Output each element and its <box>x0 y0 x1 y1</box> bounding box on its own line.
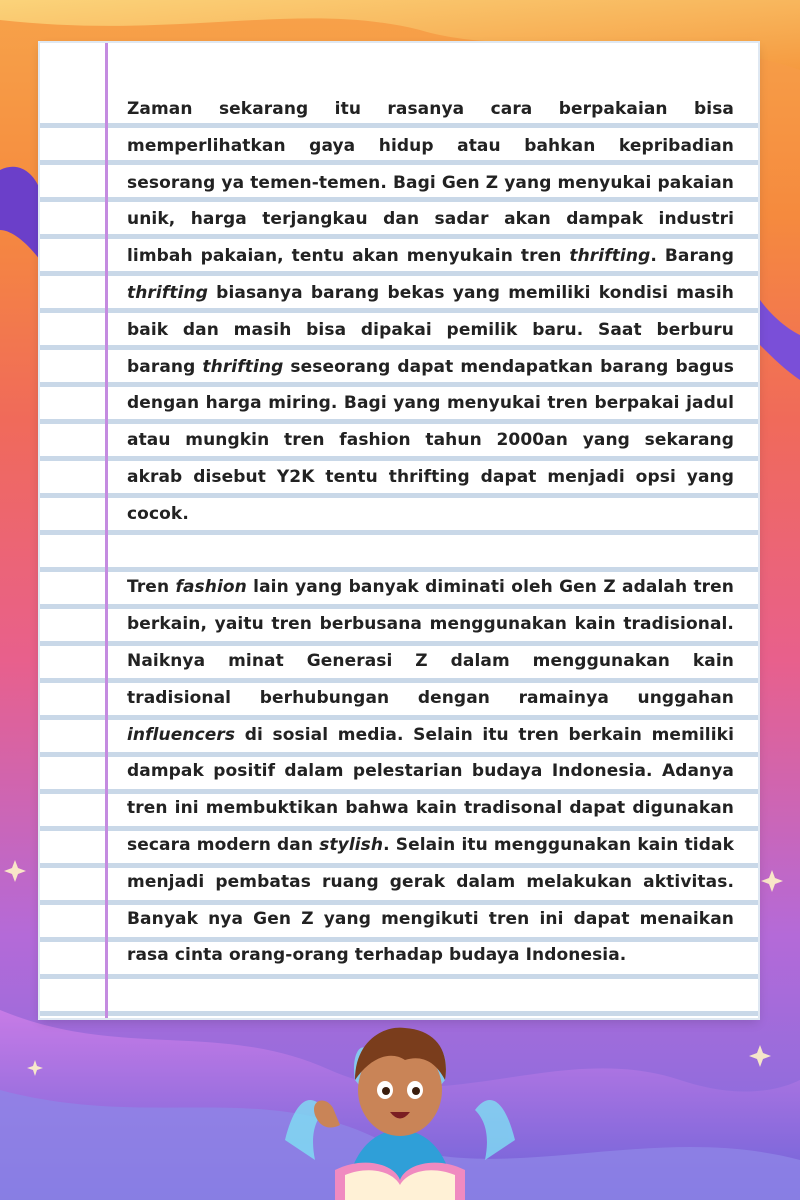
paragraph-thrifting <box>127 91 734 533</box>
lined-paper-sheet <box>40 43 758 1018</box>
text-segment: seseorang dapat mendapatkan barang bagus dengan harga miring. Bagi yang menyukai tren berpakai jadul atau mungkin tren fashion tahun 2000an yang sekarang akrab disebut Y2K tentu thrifting dapat menjadi opsi yang cocok. <box>127 356 734 524</box>
left-purple-stripe <box>0 167 40 260</box>
italic-segment: influencers <box>127 724 236 745</box>
text-segment: . Barang <box>650 246 735 267</box>
text-segment: lain yang banyak diminati oleh Gen Z adalah tren berkain, yaitu tren berbusana menggunakan kain tradisional. Naiknya minat Generasi Z dalam menggunakan kain tradisional berhubungan dengan ramainya unggahan <box>127 577 734 708</box>
article-body <box>127 91 734 974</box>
raised-hand <box>314 1101 340 1128</box>
right-purple-stripe <box>760 300 800 380</box>
italic-segment: thrifting <box>202 356 284 377</box>
italic-segment: stylish <box>319 834 384 855</box>
margin-line <box>105 43 108 1018</box>
italic-segment: thrifting <box>569 246 651 267</box>
text-segment: Tren <box>127 577 176 598</box>
italic-segment: fashion <box>175 577 247 598</box>
text-segment: biasanya barang bekas yang memiliki kondisi masih baik dan masih bisa dipakai pemilik baru. Saat berburu barang <box>127 282 734 377</box>
italic-segment: thrifting <box>127 282 208 303</box>
boy-reading-book-illustration <box>255 1020 545 1200</box>
right-pupil <box>412 1087 420 1095</box>
text-segment: di sosial media. Selain itu tren berkain memiliki dampak positif dalam pelestarian budaya Indonesia. Adanya tren ini membuktikan bahwa kain tradisonal dapat digunakan secara modern dan <box>127 724 734 855</box>
left-pupil <box>382 1087 390 1095</box>
text-segment: Zaman sekarang itu rasanya cara berpakaian bisa memperlihatkan gaya hidup atau bahkan kepribadian sesorang ya temen-temen. Bagi Gen Z yang menyukai pakaian unik, harga terjangkau dan sadar akan dampak industri limbah pakaian, tentu akan menyukain tren <box>127 99 734 267</box>
paragraph-berkain <box>127 569 734 974</box>
text-segment: . Selain itu menggunakan kain tidak menjadi pembatas ruang gerak dalam melakukan aktivitas. Banyak nya Gen Z yang mengikuti tren ini dapat menaikan rasa cinta orang-orang terhadap budaya Indonesia. <box>127 834 734 966</box>
